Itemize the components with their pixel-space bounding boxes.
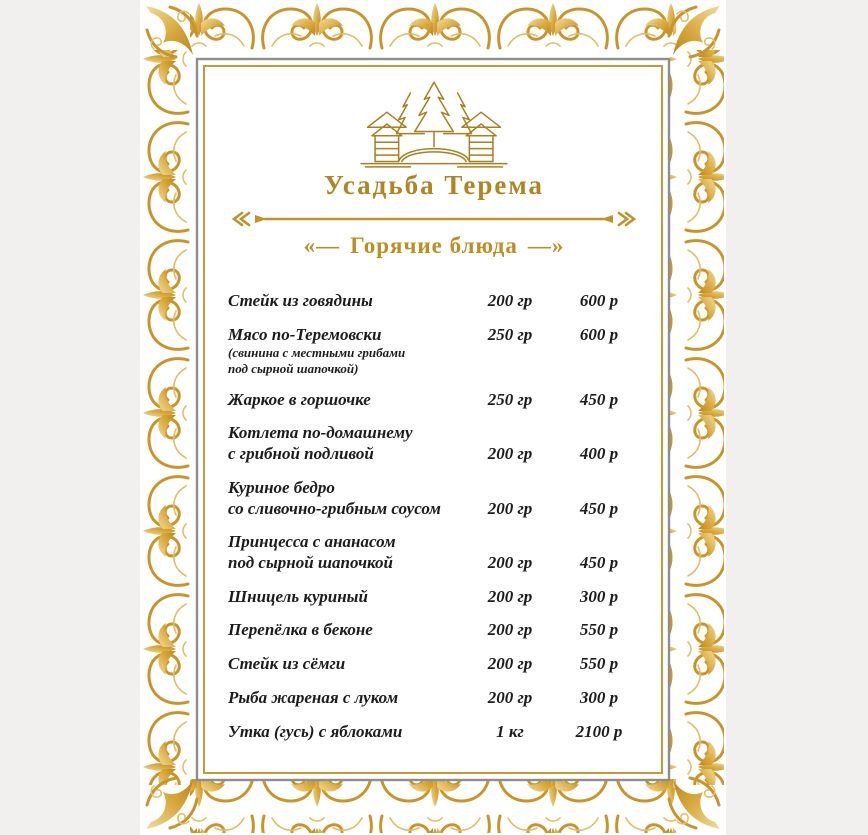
menu-list xyxy=(208,291,660,755)
menu-item-row xyxy=(228,423,642,464)
dish-price: 600 р xyxy=(579,324,619,344)
dish-note-line2: под сырной шапочкой) xyxy=(228,361,359,377)
dish-name: Жаркое в горшочке xyxy=(228,389,371,409)
dish-price: 300 р xyxy=(579,586,619,606)
menu-item-row xyxy=(228,325,642,377)
menu-item-row xyxy=(228,291,642,312)
menu-item-row xyxy=(228,587,642,608)
dish-name: Утка (гусь) с яблоками xyxy=(228,721,403,741)
dish-price: 550 р xyxy=(579,620,619,640)
dish-weight: 250 гр xyxy=(487,389,533,409)
section-title-prefix: «— xyxy=(303,233,341,258)
section-title-text: Горячие блюда xyxy=(350,233,518,258)
dish-price: 550 р xyxy=(579,654,619,674)
dish-weight: 200 гр xyxy=(487,291,533,310)
dish-price: 600 р xyxy=(579,291,619,310)
menu-item-row xyxy=(228,390,642,411)
menu-item-row xyxy=(228,478,642,519)
terem-logo-icon xyxy=(359,80,509,168)
dish-price: 300 р xyxy=(579,687,619,707)
dish-weight: 200 гр xyxy=(487,498,533,518)
dish-name: Принцесса с ананасом xyxy=(228,532,396,552)
dish-weight: 200 гр xyxy=(487,654,533,674)
dish-name: Куриное бедро xyxy=(228,477,335,497)
menu-content xyxy=(208,64,660,779)
dish-name: Рыба жареная с луком xyxy=(228,687,399,707)
dish-weight: 200 гр xyxy=(487,552,533,572)
ornamental-divider xyxy=(229,211,639,227)
section-title xyxy=(208,233,660,259)
dish-weight: 250 гр xyxy=(487,324,533,344)
menu-item-row xyxy=(228,532,642,573)
menu-card xyxy=(140,0,726,835)
dish-note-line1: (свинина с местными грибами xyxy=(228,345,406,361)
dish-weight: 200 гр xyxy=(487,444,533,464)
dish-name: Стейк из говядины xyxy=(228,291,373,310)
dish-price: 400 р xyxy=(579,444,619,464)
menu-item-row xyxy=(228,688,642,709)
dish-price: 450 р xyxy=(579,552,619,572)
dish-name: Котлета по-домашнему xyxy=(228,423,413,443)
dish-name: Шницель куриный xyxy=(228,586,368,606)
dish-name-line2: с грибной подливой xyxy=(228,444,374,464)
dish-name-line2: под сырной шапочкой xyxy=(228,552,393,572)
section-title-suffix: —» xyxy=(527,233,565,258)
menu-item-row xyxy=(228,722,642,743)
brand-title: Усадьба Терема xyxy=(323,170,545,200)
dish-weight: 200 гр xyxy=(487,620,533,640)
dish-name: Перепёлка в беконе xyxy=(228,620,373,640)
menu-item-row xyxy=(228,654,642,675)
dish-weight: 200 гр xyxy=(487,586,533,606)
dish-name-line2: со сливочно-грибным соусом xyxy=(228,498,441,518)
menu-item-row xyxy=(228,620,642,641)
dish-price: 2100 р xyxy=(575,721,623,741)
dish-weight: 200 гр xyxy=(487,687,533,707)
dish-price: 450 р xyxy=(579,389,619,409)
dish-name: Мясо по-Теремовски xyxy=(228,324,382,344)
dish-name: Стейк из сёмги xyxy=(228,654,346,674)
dish-price: 450 р xyxy=(579,498,619,518)
dish-weight: 1 кг xyxy=(496,721,524,741)
